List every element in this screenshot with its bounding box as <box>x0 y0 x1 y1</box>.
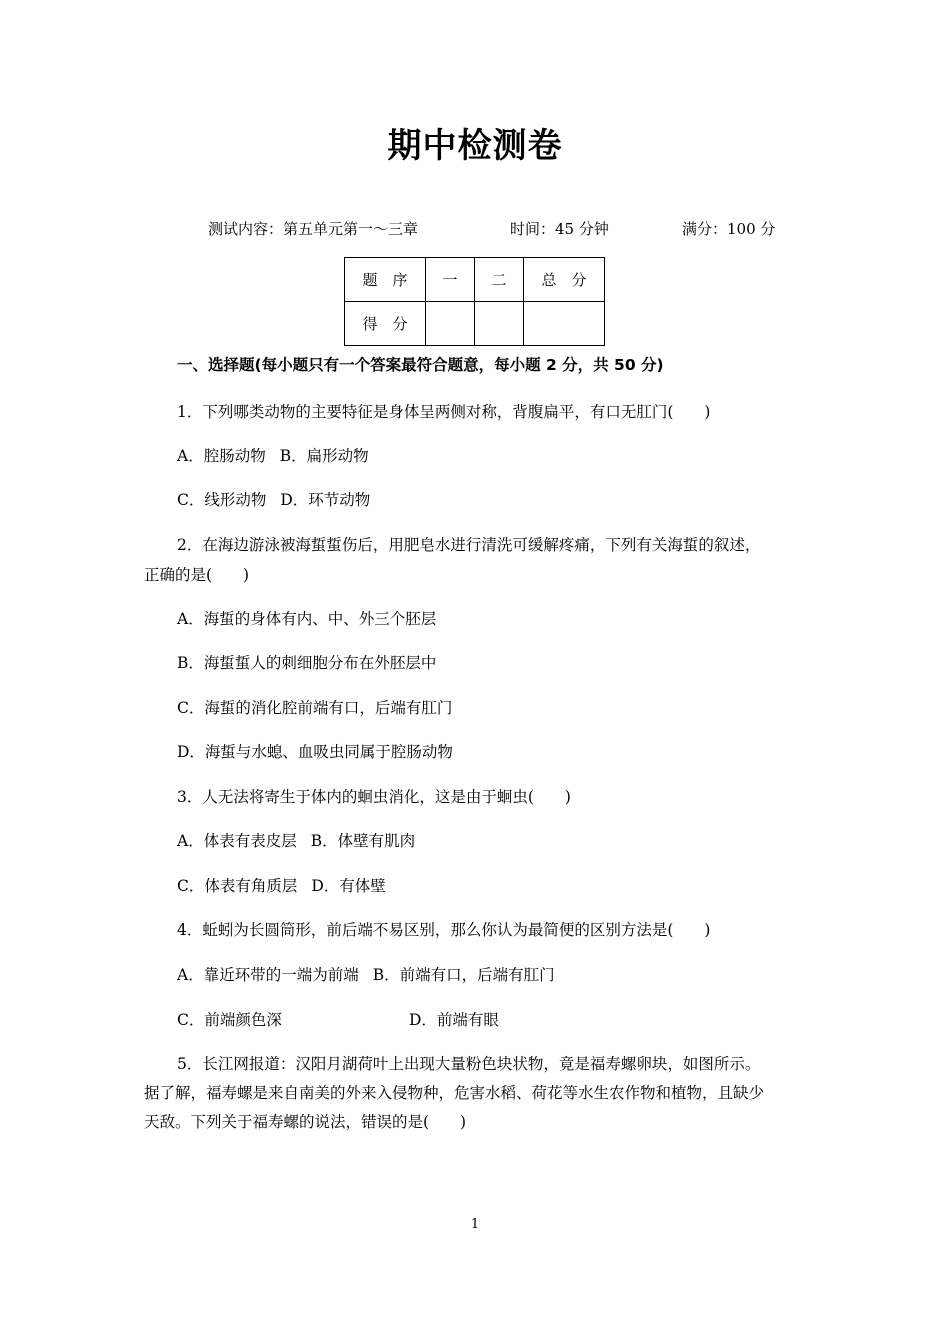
option-c: C．线形动物 <box>177 491 267 509</box>
test-content-info: 测试内容：第五单元第一～三章 <box>208 220 419 238</box>
option-a: A．体表有表皮层 <box>177 832 297 850</box>
score-table-header-row <box>345 258 605 302</box>
question-options <box>177 874 386 896</box>
question-stem-continued: 据了解，福寿螺是来自南美的外来入侵物种，危害水稻、荷花等水生农作物和植物，且缺少 <box>144 1084 765 1102</box>
score-cell-section1[interactable] <box>426 302 475 346</box>
option-a: A．靠近环带的一端为前端 <box>177 966 359 984</box>
option-b: B．体壁有肌肉 <box>310 832 416 850</box>
question-stem-continued: 正确的是( ) <box>144 566 250 584</box>
option-b: B．扁形动物 <box>279 447 369 465</box>
question-stem: 4．蚯蚓为长圆筒形，前后端不易区别，那么你认为最简便的区别方法是( ) <box>177 921 711 939</box>
question-options <box>177 963 555 985</box>
score-table-header-cell: 题 序 <box>345 258 426 302</box>
question-stem: 5．长江网报道：汉阳月湖荷叶上出现大量粉色块状物，竟是福寿螺卵块，如图所示。 <box>177 1055 761 1073</box>
option-d: D．前端有眼 <box>409 1011 499 1029</box>
question-options <box>177 444 369 466</box>
section-heading: 一、选择题(每小题只有一个答案最符合题意，每小题 2 分，共 50 分) <box>177 356 664 374</box>
option-a: A．腔肠动物 <box>177 447 266 465</box>
score-table-score-row <box>345 302 605 346</box>
option-d: D．环节动物 <box>280 491 371 509</box>
question-stem: 3．人无法将寄生于体内的蛔虫消化，这是由于蛔虫( ) <box>177 788 571 806</box>
option-d: D．海蜇与水螅、血吸虫同属于腔肠动物 <box>177 743 453 761</box>
page-number: 1 <box>470 1217 480 1232</box>
option-c: C．海蜇的消化腔前端有口，后端有肛门 <box>177 699 453 717</box>
question-stem: 1．下列哪类动物的主要特征是身体呈两侧对称，背腹扁平，有口无肛门( ) <box>177 403 711 421</box>
option-a: A．海蜇的身体有内、中、外三个胚层 <box>177 610 437 628</box>
question-stem-continued: 天敌。下列关于福寿螺的说法，错误的是( ) <box>144 1113 467 1131</box>
full-score-info: 满分：100 分 <box>682 220 776 238</box>
question-options <box>177 829 415 851</box>
option-b: B．前端有口，后端有肛门 <box>372 966 555 984</box>
option-c: C．前端颜色深 <box>177 1011 282 1029</box>
page-title: 期中检测卷 <box>387 126 563 166</box>
option-d: D．有体壁 <box>311 877 386 895</box>
score-cell-section2[interactable] <box>475 302 524 346</box>
question-stem: 2．在海边游泳被海蜇蜇伤后，用肥皂水进行清洗可缓解疼痛，下列有关海蜇的叙述， <box>177 536 761 554</box>
score-cell-total[interactable] <box>524 302 605 346</box>
option-c: C．体表有角质层 <box>177 877 298 895</box>
score-table-header-cell: 总 分 <box>524 258 605 302</box>
score-table-header-cell: 一 <box>426 258 475 302</box>
question-options <box>177 488 370 510</box>
question-options <box>177 1008 499 1030</box>
option-b: B．海蜇蜇人的刺细胞分布在外胚层中 <box>177 654 437 672</box>
time-info: 时间：45 分钟 <box>510 220 609 238</box>
score-table-header-cell: 二 <box>475 258 524 302</box>
score-table <box>344 257 605 346</box>
score-table-row-label: 得 分 <box>345 302 426 346</box>
